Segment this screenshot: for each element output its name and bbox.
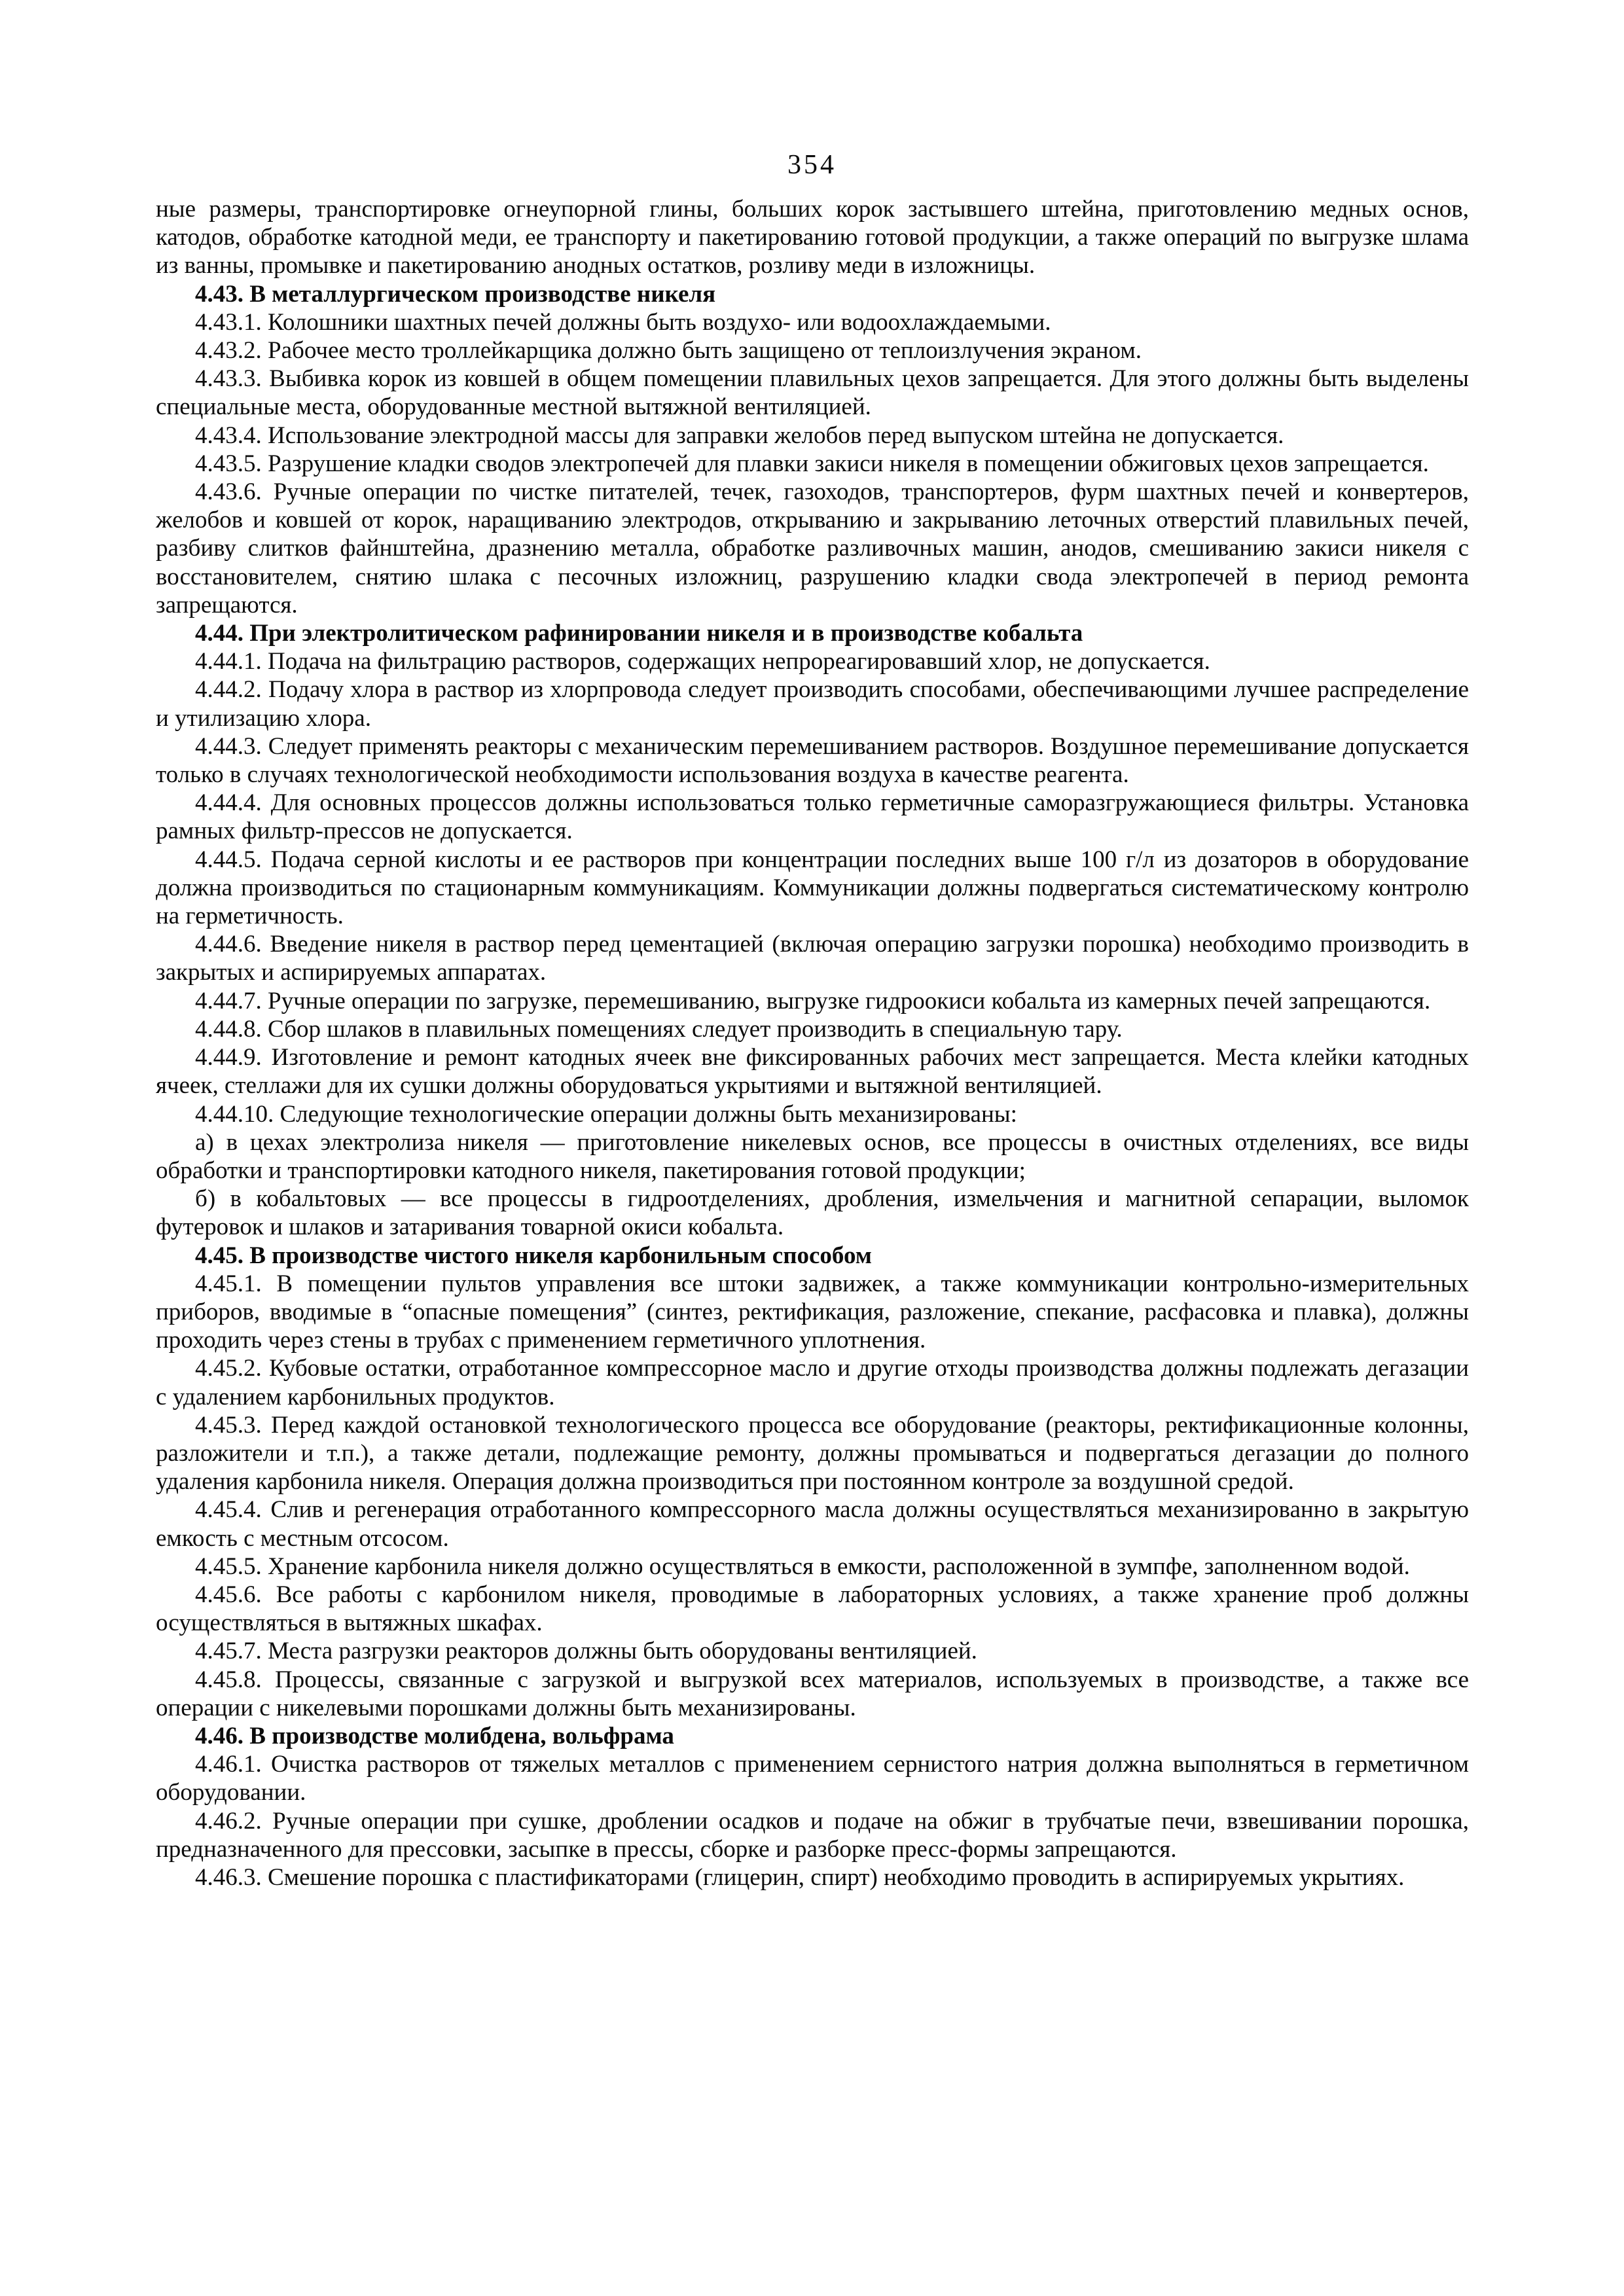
clause-paragraph: 4.43.3. Выбивка корок из ковшей в общем помещении плавильных цехов запрещается. Для этого должны быть выделены специальные места, оборудованные местной вытяжной вентиляцией. [156, 365, 1469, 421]
clause-paragraph: 4.43.2. Рабочее место троллейкарщика должно быть защищено от теплоизлучения экраном. [195, 337, 1142, 365]
clause-paragraph: 4.44.8. Сбор шлаков в плавильных помещениях следует производить в специальную тару. [195, 1015, 1123, 1043]
clause-paragraph: 4.44.10. Следующие технологические операции должны быть механизированы: [195, 1100, 1017, 1128]
clause-paragraph: 4.45.2. Кубовые остатки, отработанное компрессорное масло и другие отходы производства должны подлежать дегазации с удалением карбонильных продуктов. [156, 1355, 1469, 1410]
clause-paragraph: б) в кобальтовых — все процессы в гидроотделениях, дробления, измельчения и магнитной сепарации, выломок футеровок и шлаков и затаривания товарной окиси кобальта. [156, 1185, 1469, 1241]
clause-paragraph: 4.45.8. Процессы, связанные с загрузкой и выгрузкой всех материалов, используемых в производстве, а также все операции с никелевыми порошками должны быть механизированы. [156, 1666, 1469, 1721]
clause-paragraph: 4.45.4. Слив и регенерация отработанного компрессорного масла должны осуществляться механизированно в закрытую емкость с местным отсосом. [156, 1496, 1469, 1552]
continuation-paragraph: ные размеры, транспортировке огнеупорной глины, больших корок застывшего штейна, приготовлению медных основ, катодов, обработке катодной меди, ее транспорту и пакетированию готовой продукции, а также операций по выгрузке шлама из ванны, промывке и пакетированию анодных остатков, розливу меди в изложницы. [156, 196, 1469, 279]
clause-paragraph: 4.45.1. В помещении пультов управления все штоки задвижек, а также коммуникации контрольно-измерительных приборов, вводимые в “опасные помещения” (синтез, ректификация, разложение, спекание, расфасовка и плавка), должны проходить через стены в трубах с применением герметичного уплотнения. [156, 1270, 1469, 1354]
page-number: 354 [787, 150, 837, 180]
clause-paragraph: 4.44.5. Подача серной кислоты и ее растворов при концентрации последних выше 100 г/л из дозаторов в оборудование должна производиться по стационарным коммуникациям. Коммуникации должны подвергаться систематическому контролю на герметичность. [156, 846, 1469, 930]
clause-paragraph: 4.44.3. Следует применять реакторы с механическим перемешиванием растворов. Воздушное перемешивание допускается только в случаях технологической необходимости использования воздуха в качестве реагента. [156, 732, 1469, 789]
clause-paragraph: 4.44.2. Подачу хлора в раствор из хлорпровода следует производить способами, обеспечивающими лучшее распределение и утилизацию хлора. [156, 676, 1469, 732]
clause-paragraph: 4.43.5. Разрушение кладки сводов электропечей для плавки закиси никеля в помещении обжиговых цехов запрещается. [195, 450, 1429, 477]
clause-paragraph: 4.43.1. Колошники шахтных печей должны быть воздухо- или водоохлаждаемыми. [195, 308, 1051, 336]
clause-paragraph: 4.44.1. Подача на фильтрацию растворов, содержащих непрореагировавший хлор, не допускается. [195, 648, 1210, 675]
clause-paragraph: 4.43.6. Ручные операции по чистке питателей, течек, газоходов, транспортеров, фурм шахтных печей и конвертеров, желобов и ковшей от корок, наращиванию электродов, открыванию и закрыванию леточных отверстий плавильных печей, разбиву слитков файнштейна, дразнению металла, обработке разливочных машин, анодов, смешиванию закиси никеля с восстановителем, снятию шлака с песочных изложниц, разрушению кладки свода электропечей в период ремонта запрещаются. [156, 478, 1469, 619]
section-heading: 4.43. В металлургическом производстве никеля [195, 280, 716, 308]
section-heading: 4.45. В производстве чистого никеля карбонильным способом [195, 1242, 872, 1269]
clause-paragraph: 4.45.7. Места разгрузки реакторов должны быть оборудованы вентиляцией. [195, 1638, 977, 1665]
clause-paragraph: 4.44.4. Для основных процессов должны использоваться только герметичные саморазгружающиеся фильтры. Установка рамных фильтр-прессов не допускается. [156, 789, 1469, 845]
clause-paragraph: 4.44.6. Введение никеля в раствор перед цементацией (включая операцию загрузки порошка) необходимо производить в закрытых и аспирируемых аппаратах. [156, 931, 1469, 986]
clause-paragraph: 4.45.6. Все работы с карбонилом никеля, проводимые в лабораторных условиях, а также хранение проб должны осуществляться в вытяжных шкафах. [156, 1581, 1469, 1637]
clause-paragraph: 4.46.1. Очистка растворов от тяжелых металлов с применением сернистого натрия должна выполняться в герметичном оборудовании. [156, 1751, 1469, 1806]
clause-paragraph: а) в цехах электролиза никеля — приготовление никелевых основ, все процессы в очистных отделениях, все виды обработки и транспортировки катодного никеля, пакетирования готовой продукции; [156, 1128, 1469, 1184]
page-body [156, 195, 1469, 1892]
clause-paragraph: 4.43.4. Использование электродной массы для заправки желобов перед выпуском штейна не допускается. [195, 422, 1284, 449]
clause-paragraph: 4.45.5. Хранение карбонила никеля должно осуществляться в емкости, расположенной в зумпфе, заполненном водой. [195, 1552, 1410, 1580]
clause-paragraph: 4.44.7. Ручные операции по загрузке, перемешиванию, выгрузке гидроокиси кобальта из камерных печей запрещаются. [195, 987, 1431, 1014]
section-heading: 4.44. При электролитическом рафинировании никеля и в производстве кобальта [195, 620, 1083, 647]
clause-paragraph: 4.45.3. Перед каждой остановкой технологического процесса все оборудование (реакторы, ректификационные колонны, разложители и т.п.), а также детали, подлежащие ремонту, должны промываться и подвергаться дегазации до полного удаления карбонила никеля. Операция должна производиться при постоянном контроле за воздушной средой. [156, 1411, 1469, 1496]
clause-paragraph: 4.46.3. Смешение порошка с пластификаторами (глицерин, спирт) необходимо проводить в аспирируемых укрытиях. [195, 1863, 1405, 1891]
section-heading: 4.46. В производстве молибдена, вольфрама [195, 1722, 674, 1749]
clause-paragraph: 4.44.9. Изготовление и ремонт катодных ячеек вне фиксированных рабочих мест запрещается. Места клейки катодных ячеек, стеллажи для их сушки должны оборудоваться укрытиями и вытяжной вентиляцией. [156, 1044, 1469, 1100]
clause-paragraph: 4.46.2. Ручные операции при сушке, дроблении осадков и подаче на обжиг в трубчатые печи, взвешивании порошка, предназначенного для прессовки, засыпке в прессы, сборке и разборке пресс-формы запрещаются. [156, 1807, 1469, 1863]
